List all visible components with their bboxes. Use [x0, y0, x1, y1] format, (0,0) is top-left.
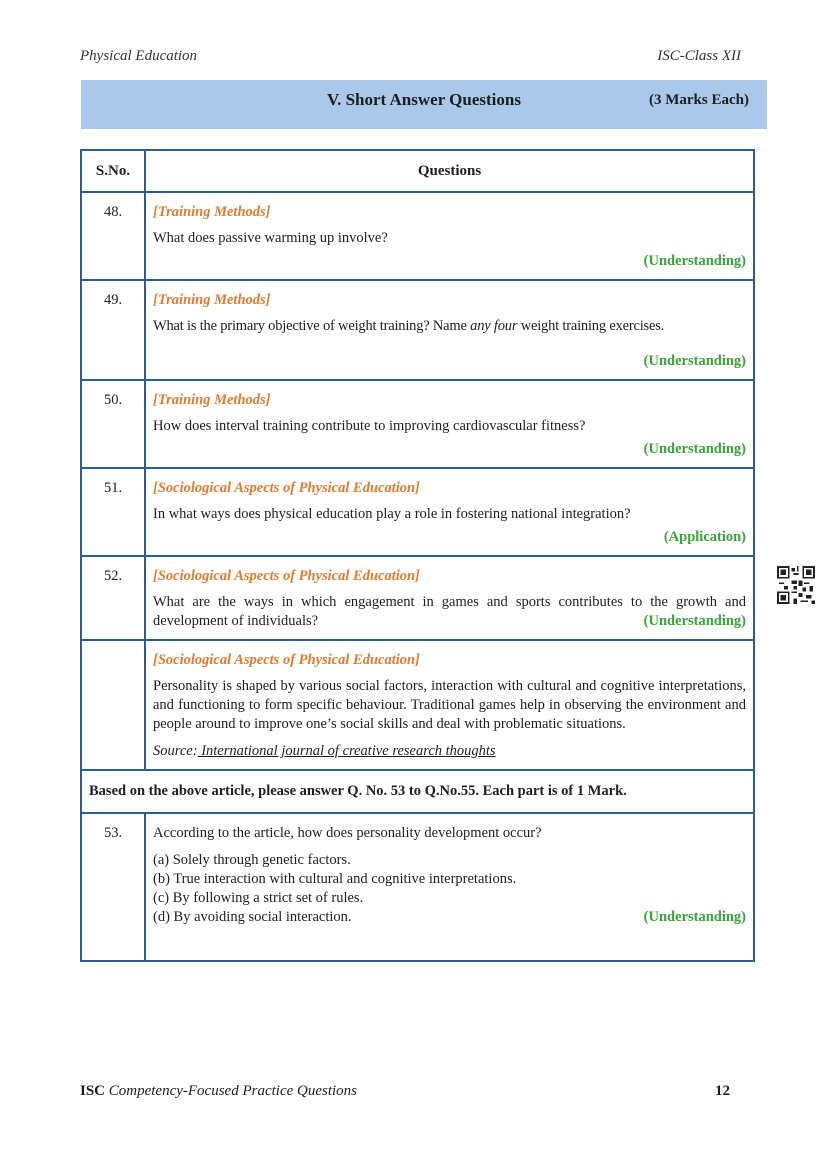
question-cell	[145, 280, 754, 380]
passage-number-cell	[81, 640, 145, 770]
source-label: Source:	[153, 743, 198, 759]
question-level: (Understanding)	[643, 441, 746, 457]
option-d: (d) By avoiding social interaction.	[153, 909, 352, 925]
question-text: How does interval training contribute to improving cardiovascular fitness?	[153, 418, 586, 434]
options-list	[153, 851, 746, 927]
table-row	[81, 380, 754, 468]
question-text: In what ways does physical education play a role in fostering national integration?	[153, 506, 631, 522]
table-row	[81, 192, 754, 280]
header-subject: Physical Education	[80, 48, 198, 64]
question-text-line: What are the ways in which engagement in games and sports contributes to the growth and development of individuals?	[153, 594, 746, 629]
table-row	[81, 813, 754, 961]
question-cell	[145, 813, 754, 961]
option-c: (c) By following a strict set of rules.	[153, 890, 364, 906]
question-topic: [Training Methods]	[153, 204, 271, 220]
question-cell	[145, 556, 754, 640]
question-topic: [Sociological Aspects of Physical Education]	[153, 480, 420, 496]
question-topic: [Training Methods]	[153, 392, 271, 408]
table-row	[81, 280, 754, 380]
source-text: International journal of creative research thoughts	[197, 743, 496, 759]
question-number: 51.	[81, 468, 145, 556]
question-text	[153, 317, 746, 336]
question-text-part: weight training exercises.	[517, 318, 665, 334]
question-text-part: What is the primary objective of weight training? Name	[153, 318, 471, 334]
table-row	[81, 468, 754, 556]
question-cell	[145, 468, 754, 556]
option-a: (a) Solely through genetic factors.	[153, 852, 351, 868]
question-level: (Understanding)	[643, 253, 746, 269]
passage-source	[153, 742, 746, 761]
question-number: 48.	[81, 192, 145, 280]
passage-row	[81, 640, 754, 770]
footer-subtitle: Competency-Focused Practice Questions	[105, 1083, 358, 1099]
table-row	[81, 556, 754, 640]
footer-brand: ISC	[80, 1083, 106, 1099]
question-level: (Application)	[663, 529, 746, 545]
passage-topic: [Sociological Aspects of Physical Education]	[153, 652, 420, 668]
col-questions-header: Questions	[145, 150, 754, 192]
option-b: (b) True interaction with cultural and cognitive interpretations.	[153, 871, 517, 887]
question-level: (Understanding)	[643, 353, 746, 369]
footer-title	[80, 1083, 357, 1100]
question-topic: [Training Methods]	[153, 292, 271, 308]
page-number: 12	[715, 1083, 730, 1099]
section-banner	[81, 80, 767, 129]
section-marks: (3 Marks Each)	[649, 92, 749, 108]
question-topic: [Sociological Aspects of Physical Education]	[153, 568, 420, 584]
question-cell	[145, 380, 754, 468]
question-level: (Understanding)	[643, 613, 746, 629]
instruction-text: Based on the above article, please answer Q. No. 53 to Q.No.55. Each part is of 1 Mark.	[81, 770, 754, 813]
question-number: 50.	[81, 380, 145, 468]
question-number: 53.	[81, 813, 145, 961]
instruction-row	[81, 770, 754, 813]
question-level: (Understanding)	[643, 909, 746, 925]
option-d-row	[153, 908, 746, 927]
col-sno-header: S.No.	[81, 150, 145, 192]
header-class: ISC-Class XII	[657, 48, 741, 64]
table-header-row	[81, 150, 754, 192]
question-cell	[145, 192, 754, 280]
questions-table	[80, 149, 755, 962]
question-number: 49.	[81, 280, 145, 380]
question-number: 52.	[81, 556, 145, 640]
passage-cell	[145, 640, 754, 770]
question-text: According to the article, how does personality development occur?	[153, 825, 542, 841]
qr-code-icon	[777, 566, 815, 604]
section-title: V. Short Answer Questions	[327, 90, 521, 109]
passage-text: Personality is shaped by various social factors, interaction with cultural and cognitive interpretations, and functioning to form specific behaviour. Traditional games help in observing the environment and people around to improve one’s social skills and deal with problematic situations.	[153, 678, 746, 732]
question-text: What does passive warming up involve?	[153, 230, 388, 246]
question-text-emphasis: any four	[470, 318, 518, 334]
